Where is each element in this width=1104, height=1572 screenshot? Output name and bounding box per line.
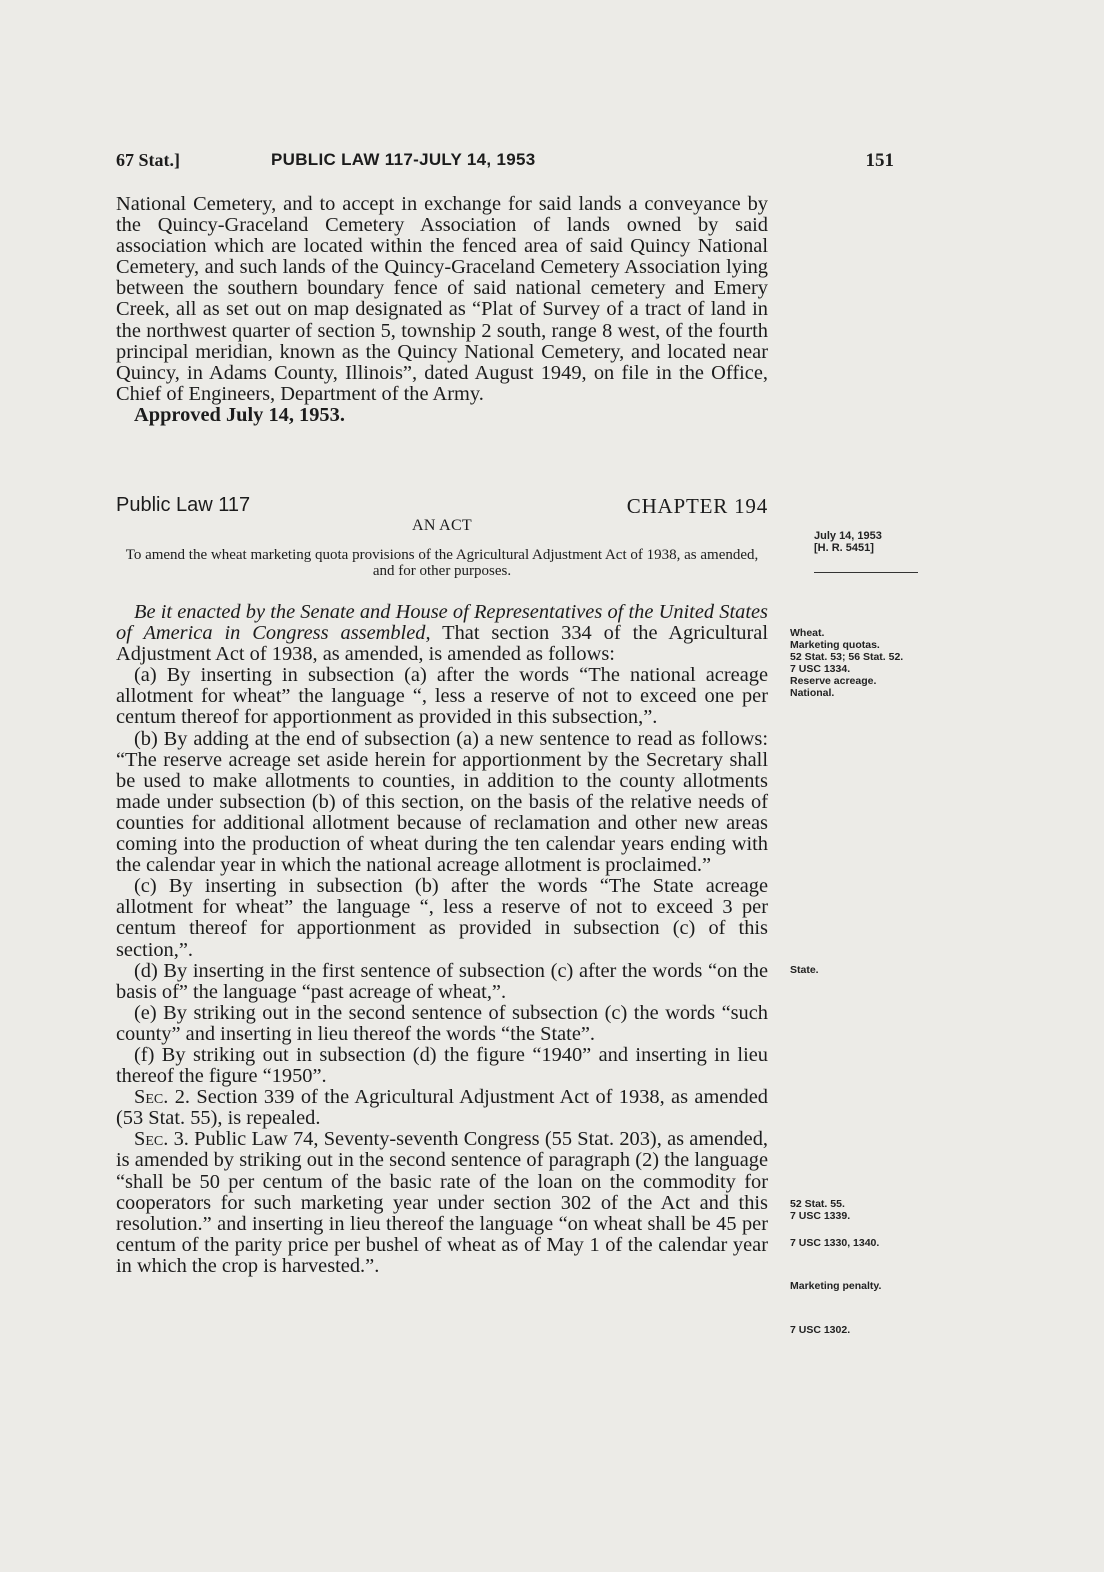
enacting-rest: That section 334 of the Agricultural Adjustment Act of 1938, as amended, is amended as follows:: [116, 622, 768, 666]
subsection-d: (d) By inserting in the first sentence of subsection (c) after the words “on the basis of” the language “past acreage of wheat,”.: [116, 959, 768, 1003]
page-number: 151: [865, 150, 894, 171]
margin-wheat-notes: Wheat. Marketing quotas. 52 Stat. 53; 56 Stat. 52. 7 USC 1334. Reserve acreage. National.: [790, 627, 904, 699]
section-3: [116, 1129, 768, 1277]
margin-state: State.: [790, 964, 819, 976]
margin-marketing-penalty: Marketing penalty.: [790, 1280, 882, 1292]
section-2: [116, 1087, 768, 1129]
chapter-number: CHAPTER 194: [626, 494, 768, 518]
stat-volume: 67 Stat.]: [116, 150, 180, 170]
running-header: [116, 150, 894, 176]
section-2-label: Sec. 2.: [134, 1086, 190, 1109]
section-3-text: Public Law 74, Seventy-seventh Congress (55 Stat. 203), as amended, is amended by striking out in the second sentence of paragraph (2) the language “shall be 50 per centum of the basic rate of the loan on the commodity for cooperators for such marketing year under section 302 of the Act and this resolution.” and inserting in lieu thereof the language “on wheat shall be 45 per centum of the parity price per bushel of wheat as of May 1 of the calendar year in which the crop is harvested.”.: [116, 1128, 768, 1277]
section-2-text: Section 339 of the Agricultural Adjustment Act of 1938, as amended (53 Stat. 55), is repealed.: [116, 1086, 769, 1130]
section-3-label: Sec. 3.: [134, 1128, 189, 1151]
margin-rule: [814, 572, 918, 573]
margin-usc-1302: 7 USC 1302.: [790, 1324, 851, 1336]
margin-bill-number: [H. R. 5451]: [814, 542, 874, 554]
margin-date: July 14, 1953: [814, 530, 882, 542]
subsection-e: (e) By striking out in the second sentence of subsection (c) the words “such county” and inserting in lieu thereof the words “the State”.: [116, 1001, 768, 1045]
enacting-formula: Be it enacted by the Senate and House of Representatives of the United States of America in Congress assembled,: [116, 601, 768, 645]
subsection-c: (c) By inserting in subsection (b) after the words “The State acreage allotment for wheat” the language “, less a reserve of not to exceed 3 per centum thereof for apportionment as provided in subsection (c) of this section,”.: [116, 875, 768, 961]
act-body: [116, 602, 768, 1277]
header-title: PUBLIC LAW 117-JULY 14, 1953: [271, 150, 536, 169]
subsection-b: (b) By adding at the end of subsection (a) a new sentence to read as follows: “The reserve acreage set aside herein for apportionment by the Secretary shall be used to make allotments to counties, in addition to the county allotments made under subsection (b) of this section, on the basis of the relative needs of counties for additional allotment because of reclamation and other new areas coming into the production of wheat during the ten calendar years ending with the calendar year in which the national acreage allotment is proclaimed.”: [116, 727, 768, 877]
law-heading: [116, 494, 768, 518]
continuation-block: [116, 194, 768, 426]
subsection-a: (a) By inserting in subsection (a) after the words “The national acreage allotment for wheat” the language “, less a reserve of not to exceed one per centum thereof for apportionment as provided in this subsection,”.: [116, 664, 768, 729]
continuation-paragraph: National Cemetery, and to accept in exchange for said lands a conveyance by the Quincy-Graceland Cemetery Association of lands owned by said association which are located within the fenced area of said Quincy National Cemetery, and such lands of the Quincy-Graceland Cemetery Association lying between the southern boundary fence of said national cemetery and Emery Creek, all as set out on map designated as “Plat of Survey of a tract of land in the northwest quarter of section 5, township 2 south, range 8 west, of the fourth principal meridian, known as the Quincy National Cemetery, and located near Quincy, in Adams County, Illinois”, dated August 1949, on file in the Office, Chief of Engineers, Department of the Army.: [116, 193, 768, 405]
act-purpose: To amend the wheat marketing quota provisions of the Agricultural Adjustment Act of 1938, as amended, and for other purposes.: [125, 547, 759, 579]
approval-line: Approved July 14, 1953.: [134, 403, 345, 426]
margin-sec2-citation: 52 Stat. 55. 7 USC 1339.: [790, 1198, 851, 1222]
subsection-f: (f) By striking out in subsection (d) the figure “1940” and inserting in lieu thereof the figure “1950”.: [116, 1043, 768, 1088]
an-act-label: AN ACT: [411, 517, 473, 534]
public-law-number: Public Law 117: [116, 494, 251, 516]
margin-sec3-citation: 7 USC 1330, 1340.: [790, 1237, 880, 1249]
enacting-clause: [116, 602, 768, 665]
